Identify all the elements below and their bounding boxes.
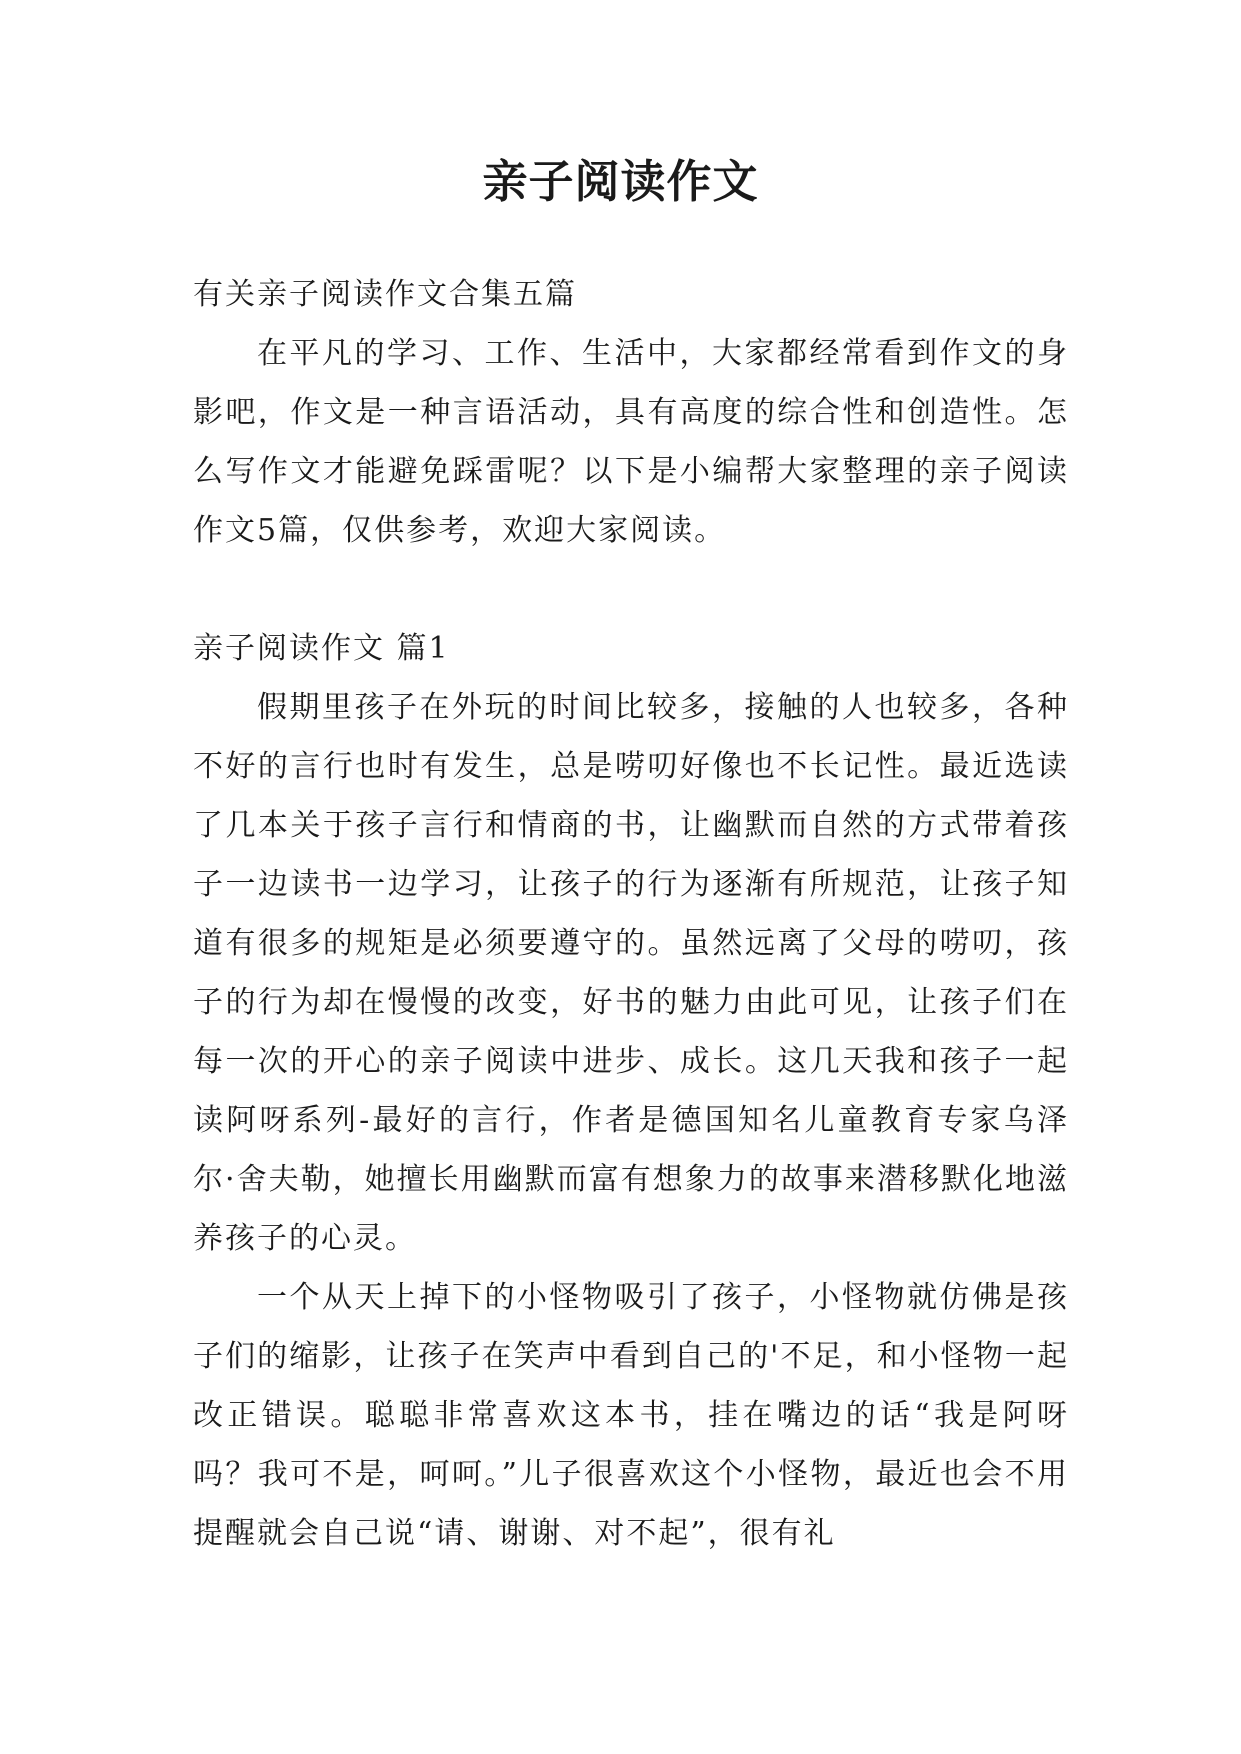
document-title: 亲子阅读作文 — [482, 155, 759, 208]
section-heading: 亲子阅读作文 篇1 — [193, 631, 450, 666]
document-body — [193, 265, 1069, 1563]
intro-paragraph: 在平凡的学习、工作、生活中，大家都经常看到作文的身影吧，作文是一种言语活动，具有高度的综合性和创造性。怎么写作文才能避免踩雷呢？以下是小编帮大家整理的亲子阅读作文5篇，仅供参考，欢迎大家阅读。 — [193, 336, 1069, 548]
body-paragraph: 假期里孩子在外玩的时间比较多，接触的人也较多，各种不好的言行也时有发生，总是唠叨好像也不长记性。最近选读了几本关于孩子言行和情商的书，让幽默而自然的方式带着孩子一边读书一边学习，让孩子的行为逐渐有所规范，让孩子知道有很多的规矩是必须要遵守的。虽然远离了父母的唠叨，孩子的行为却在慢慢的改变，好书的魅力由此可见，让孩子们在每一次的开心的亲子阅读中进步、成长。这几天我和孩子一起读阿呀系列-最好的言行，作者是德国知名儿童教育专家乌泽尔·舍夫勒，她擅长用幽默而富有想象力的故事来潜移默化地滋养孩子的心灵。 — [193, 690, 1069, 1256]
body-paragraph: 一个从天上掉下的小怪物吸引了孩子，小怪物就仿佛是孩子们的缩影，让孩子在笑声中看到自己的'不足，和小怪物一起改正错误。聪聪非常喜欢这本书，挂在嘴边的话“我是阿呀吗？我可不是，呵呵。”儿子很喜欢这个小怪物，最近也会不用提醒就会自己说“请、谢谢、对不起”，很有礼 — [193, 1280, 1069, 1551]
collection-subtitle: 有关亲子阅读作文合集五篇 — [193, 277, 577, 312]
section-spacer — [193, 560, 1069, 619]
